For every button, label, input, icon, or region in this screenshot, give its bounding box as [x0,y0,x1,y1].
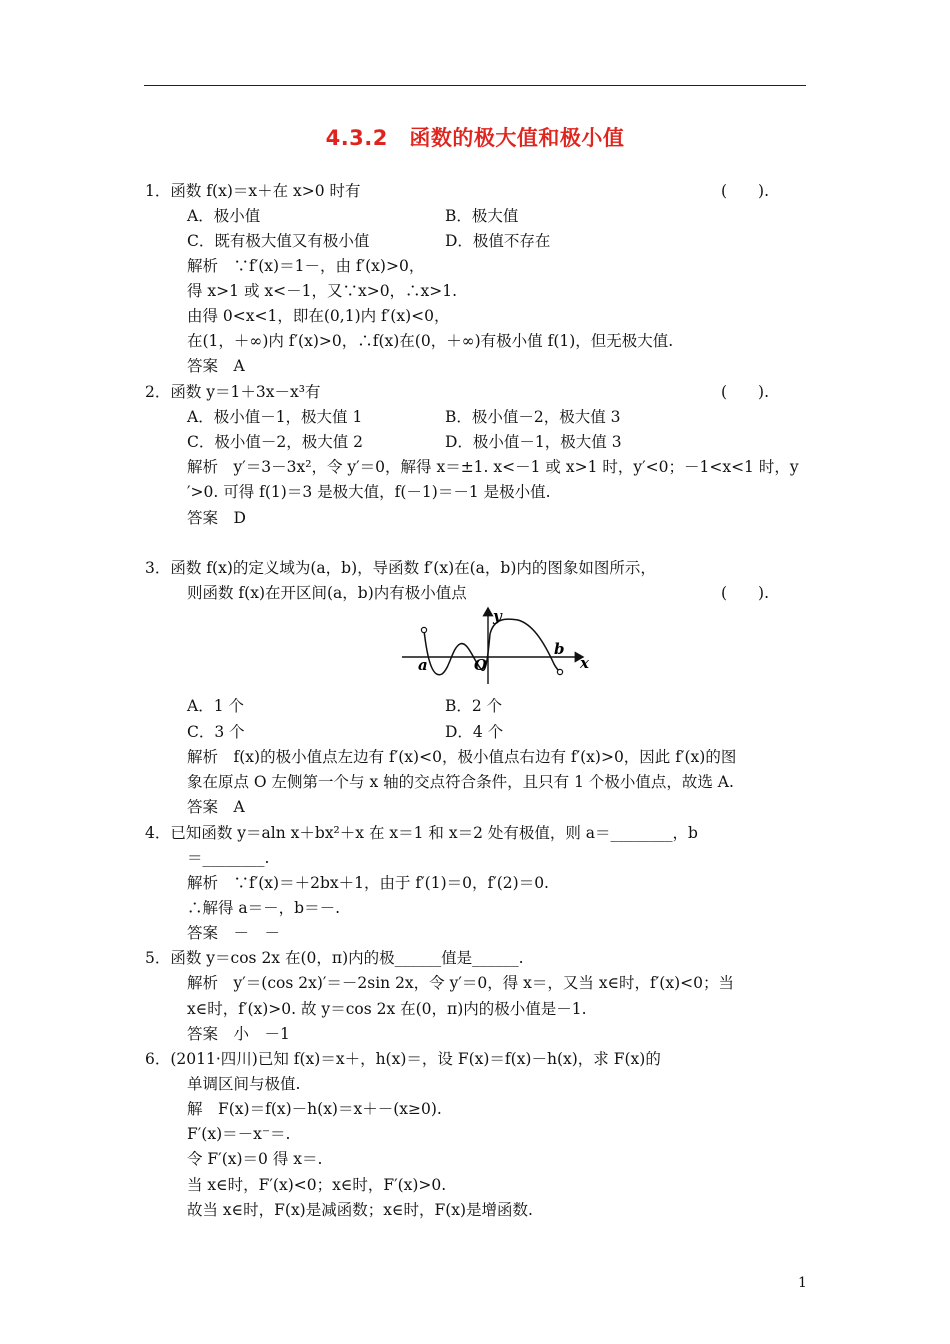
answer-line: 答案 D [187,509,246,527]
solution-line: 得 x>1 或 x<－1，又∵x>0，∴x>1. [187,282,458,300]
answer-line: 答案 － － [187,924,281,942]
question-2: 2．函数 y＝1＋3x－x³有 [145,383,321,401]
question-3: 3．函数 f(x)的定义域为(a，b)，导函数 f′(x)在(a，b)内的图象如图所示， [145,559,656,577]
origin-label: O [474,656,488,674]
option-c: C．极小值－2，极大值 2 [187,433,364,451]
answer-line: 答案 A [187,798,245,816]
option-d: D．极小值－1，极大值 3 [445,433,622,451]
page-number: 1 [798,1275,807,1291]
question-4-cont: ＝________. [187,849,270,867]
solution-line: 在(1，＋∞)内 f′(x)>0，∴f(x)在(0，＋∞)有极小值 f(1)，但无极大值. [187,332,674,350]
option-c: C．既有极大值又有极小值 [187,232,370,250]
solution-line: ∴解得 a＝－，b＝－. [187,899,341,917]
solution-line: 解析 ∵f′(x)＝＋2bx＋1，由于 f′(1)＝0，f′(2)＝0. [187,874,549,892]
option-b: B．极小值－2，极大值 3 [445,408,621,426]
question-4: 4．已知函数 y＝aln x＋bx²＋x 在 x＝1 和 x＝2 处有极值，则 a＝________，b [145,824,698,842]
answer-line: 答案 A [187,357,245,375]
solution-line: 由得 0<x<1，即在(0,1)内 f′(x)<0， [187,307,450,325]
b-label: b [554,640,565,658]
derivative-graph [398,606,598,690]
answer-paren-1: ( ). [721,182,770,200]
answer-paren-3: ( ). [721,584,770,602]
solution-line: 当 x∈时，F′(x)<0；x∈时，F′(x)>0. [187,1176,447,1194]
option-d: D．极值不存在 [445,232,551,250]
option-a: A．极小值 [187,207,261,225]
solution-line: 解析 y′＝(cos 2x)′＝－2sin 2x，令 y′＝0，得 x＝，又当 x∈时，f′(x)<0；当 [187,974,734,992]
header-rule [144,85,806,86]
derivative-curve [424,619,560,675]
solution-line: 解 F(x)＝f(x)－h(x)＝x＋－(x≥0). [187,1100,442,1118]
solution-line: 故当 x∈时，F(x)是减函数；x∈时，F(x)是增函数. [187,1201,533,1219]
solution-line: 令 F′(x)＝0 得 x＝. [187,1150,323,1168]
option-a: A．1 个 [187,697,244,715]
solution-line: 解析 f(x)的极小值点左边有 f′(x)<0，极小值点右边有 f′(x)>0，因此 f′(x)的图 [187,748,737,766]
left-endpoint [421,627,426,632]
x-axis-label: x [580,654,589,672]
question-6-cont: 单调区间与极值. [187,1075,301,1093]
question-6: 6．(2011·四川)已知 f(x)＝x＋，h(x)＝，设 F(x)＝f(x)－h(x)，求 F(x)的 [145,1050,661,1068]
answer-line: 答案 小 －1 [187,1025,290,1043]
solution-line: x∈时，f′(x)>0. 故 y＝cos 2x 在(0，π)内的极小值是－1. [187,1000,587,1018]
option-b: B．2 个 [445,697,503,715]
answer-paren-2: ( ). [721,383,770,401]
solution-line: F′(x)＝－x⁻＝. [187,1125,291,1143]
a-label: a [418,656,428,674]
solution-line: ′>0. 可得 f(1)＝3 是极大值，f(－1)＝－1 是极小值. [187,483,551,501]
page-title: 4.3.2 函数的极大值和极小值 [325,126,625,150]
question-1: 1．函数 f(x)＝x＋在 x>0 时有 [145,182,361,200]
question-5: 5．函数 y＝cos 2x 在(0，π)内的极______值是______. [145,949,524,967]
solution-line: 象在原点 O 左侧第一个与 x 轴的交点符合条件，且只有 1 个极小值点，故选 A. [187,773,734,791]
solution-line: 解析 ∵f′(x)＝1－，由 f′(x)>0， [187,257,425,275]
question-3-cont: 则函数 f(x)在开区间(a，b)内有极小值点 [187,584,467,602]
option-d: D．4 个 [445,723,504,741]
right-endpoint [557,669,562,674]
option-a: A．极小值－1，极大值 1 [187,408,363,426]
option-c: C．3 个 [187,723,245,741]
y-axis-label: y [493,607,502,625]
solution-line: 解析 y′＝3－3x²，令 y′＝0，解得 x＝±1. x<－1 或 x>1 时，y′<0；－1<x<1 时，y [187,458,799,476]
option-b: B．极大值 [445,207,519,225]
